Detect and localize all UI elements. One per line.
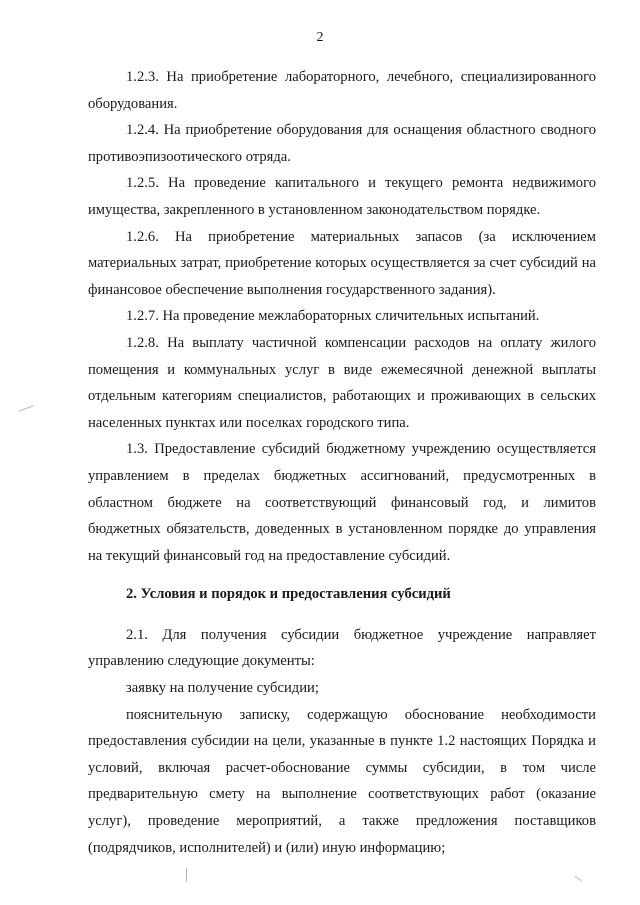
page-number: 2 [316,30,324,45]
paragraph-1-2-6: 1.2.6. На приобретение материальных запасов (за исключением материальных затрат, приобретение которых осуществляется за счет субсидий на финансовое обеспечение выполнения государственного задания). [88,228,596,298]
scan-mark-left [18,405,33,411]
document-body [88,64,596,861]
scan-mark-bottom-right [574,876,581,881]
section-heading: 2. Условия и порядок и предоставления субсидий [126,586,451,603]
paragraph-explanatory-note: пояснительную записку, содержащую обоснование необходимости предоставления субсидии на цели, указанные в пункте 1.2 настоящих Порядка и условий, включая расчет-обоснование суммы субсидии, в том числе предварительную смету на выполнение соответствующих работ (оказание услуг), проведение мероприятий, а также предложения поставщиков (подрядчиков, исполнителей) и (или) иную информацию; [88,706,596,856]
paragraph-1-2-7: 1.2.7. На проведение межлабораторных сличительных испытаний. [126,308,540,325]
paragraph-1-2-5: 1.2.5. На проведение капитального и текущего ремонта недвижимого имущества, закрепленного в установленном законодательством порядке. [88,175,596,218]
paragraph-1-2-8: 1.2.8. На выплату частичной компенсации расходов на оплату жилого помещения и коммунальных услуг в виде ежемесячной денежной выплаты отдельным категориям специалистов, работающих и проживающих в сельских населенных пунктах или поселках городского типа. [88,334,596,431]
paragraph-2-1: 2.1. Для получения субсидии бюджетное учреждение направляет управлению следующие документы: [88,626,596,670]
paragraph-application: заявку на получение субсидии; [126,680,319,697]
paragraph-1-2-4: 1.2.4. На приобретение оборудования для оснащения областного сводного противоэпизоотического отряда. [88,122,596,165]
paragraph-1-2-3: 1.2.3. На приобретение лабораторного, лечебного, специализированного оборудования. [88,69,596,112]
scan-mark-bottom [186,868,187,882]
paragraph-1-3: 1.3. Предоставление субсидий бюджетному учреждению осуществляется управлением в пределах бюджетных ассигнований, предусмотренных в областном бюджете на соответствующий финансовый год, и лимитов бюджетных обязательств, доведенных в установленном порядке до управления на текущий финансовый год на предоставление субсидий. [88,441,596,564]
